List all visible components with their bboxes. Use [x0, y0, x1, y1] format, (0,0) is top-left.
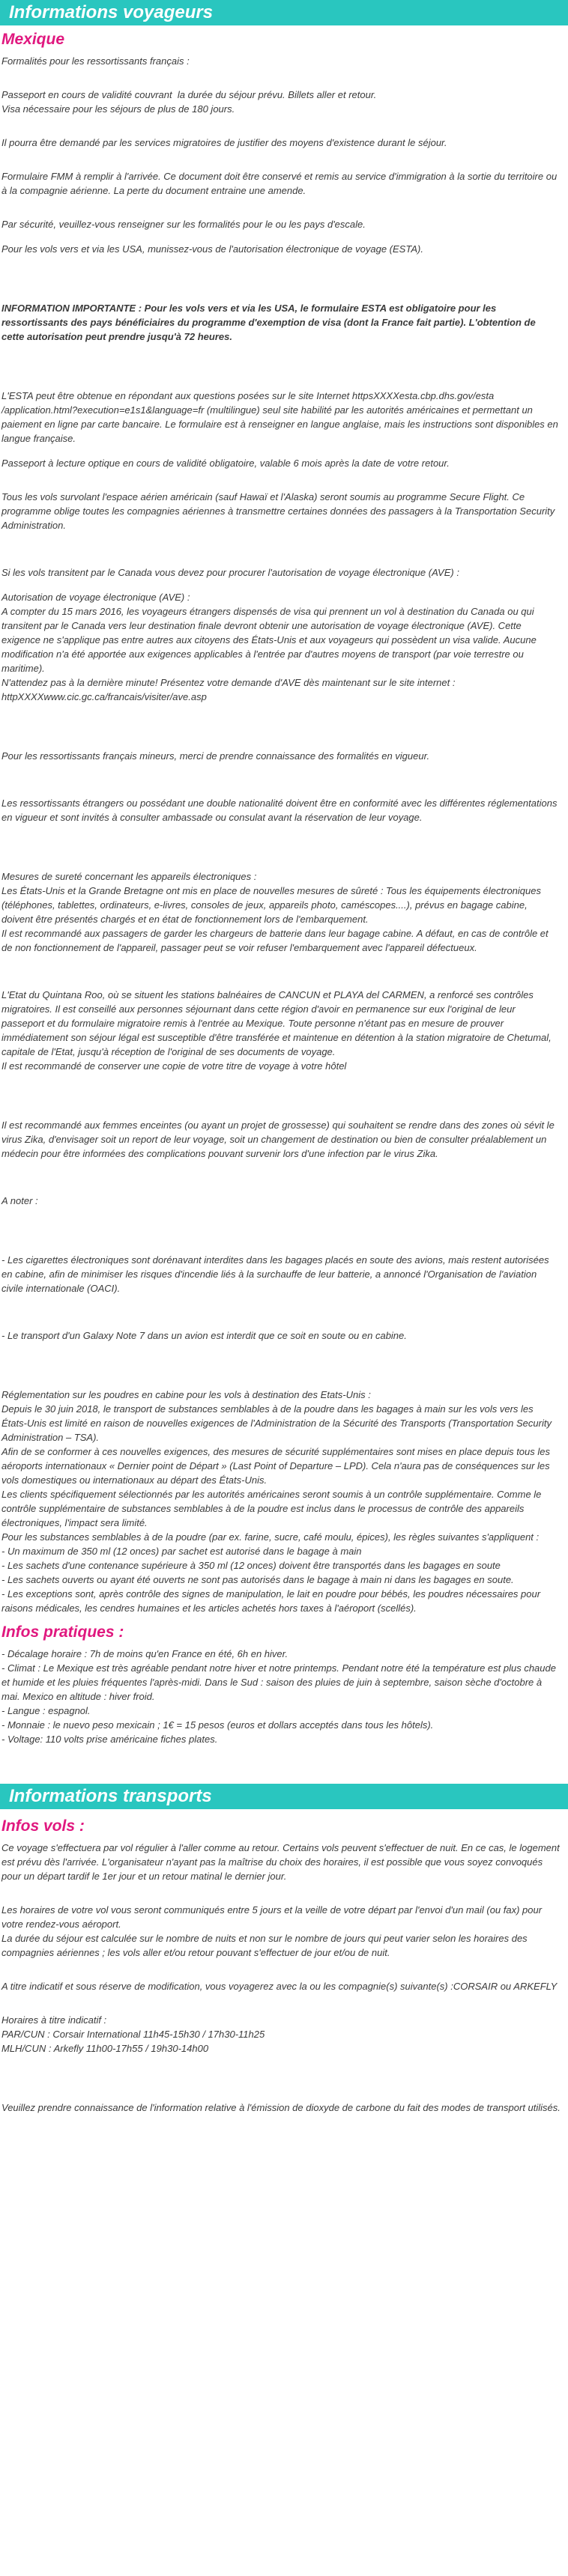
esta-important-paragraph: INFORMATION IMPORTANTE : Pour les vols vers et via les USA, le formulaire ESTA est obligatoire pour les ressortissants des pays bénéficiaires du programme d'exemption de visa (dont la France fait partie). L'obtention de cette autorisation peut prendre jusqu'à 72 heures.: [1, 303, 539, 342]
foreign-nationals-paragraph: Les ressortissants étrangers ou possédant une double nationalité doivent être en conformité avec les différentes réglementations en vigueur et sont invités à consulter ambassade ou consulat avant la réservation de leur voyage.: [1, 798, 561, 823]
ecigarettes-paragraph: - Les cigarettes électroniques sont dorénavant interdites dans les bagages placés en soute des avions, mais restent autorisées en cabine, afin de minimiser les risques d'incendie liés à la surchauffe de leur batterie, a annoncé l'Organisation de l'aviation civile internationale (OACI).: [1, 1254, 552, 1294]
regular-flight-paragraph: Ce voyage s'effectuera par vol régulier à l'aller comme au retour. Certains vols peuvent s'effectuer de nuit. En ce cas, le logement est prévu dès l'arrivée. L'organisateur n'ayant pas la maîtrise du choix des horaires, il est possible que vous soyez convoqués pour un départ tardif le 1er jour et un retour matinal le dernier jour.: [1, 1842, 563, 1882]
flights-info-title: Infos vols :: [1, 1817, 85, 1835]
fmm-paragraph: Formulaire FMM à remplir à l'arrivée. Ce document doit être conservé et remis au service d'immigration à la sortie du territoire ou à la compagnie aérienne. La perte du document entraine une amende.: [1, 171, 560, 196]
transport-info-band: Informations transports: [0, 1784, 568, 1809]
country-title: Mexique: [1, 31, 65, 48]
transport-info-section: [0, 1809, 568, 2115]
stopover-paragraph: Par sécurité, veuillez-vous renseigner sur les formalités pour le ou les pays d'escale.: [1, 219, 366, 230]
travelers-info-band: Informations voyageurs: [0, 0, 568, 25]
practical-info-title: Infos pratiques :: [1, 1623, 124, 1641]
travelers-info-section: [0, 25, 568, 1746]
powders-paragraph: Réglementation sur les poudres en cabine pour les vols à destination des Etats-Unis : Depuis le 30 juin 2018, le transport de substances semblables à de la poudre dans les bagages à main sur les vols vers les États-Unis est limité en raison de nouvelles exigences de l'Administration de la Sécurité des Transports (Transportation Security Administration – TSA). Afin de se conformer à ces nouvelles exigences, des mesures de sécurité supplémentaires sont mises en place depuis tous les aéroports internationaux « Dernier point de Départ » (Last Point of Departure – LPD). Cela n'aura pas de conséquences sur les vols domestiques ou internationaux au départ des États-Unis. Les clients spécifiquement sélectionnés par les autorités américaines seront soumis à un contrôle supplémentaire. Comme le contrôle supplémentaire de substances semblables à de la poudre est inclus dans le processus de contrôle des appareils électroniques, l'impact sera limité. Pour les substances semblables à de la poudre (par ex. farine, sucre, café moulu, épices), les règles suivantes s'appliquent : - Un maximum de 350 ml (12 onces) par sachet est autorisé dans le bagage à main - Les sachets d'une contenance supérieure à 350 ml (12 onces) doivent être transportés dans les bagages en soute - Les sachets ouverts ou ayant été ouverts ne sont pas autorisés dans le bagage à main ni dans les bagages en soute. - Les exceptions sont, après contrôle des signes de manipulation, le lait en poudre pour bébés, les poudres nécessaires pour raisons médicales, les cendres humaines et les articles achetés hors taxes à l'aéroport (scellés).: [1, 1389, 552, 1614]
canada-transit-paragraph: Si les vols transitent par le Canada vous devez pour procurer l'autorisation de voyage électronique (AVE) :: [1, 567, 459, 578]
zika-paragraph: Il est recommandé aux femmes enceintes (ou ayant un projet de grossesse) qui souhaitent se rendre dans des zones où sévit le virus Zika, d'envisager soit un report de leur voyage, soit un changement de destination ou bien de consulter préalablement un médecin pour être informées des complications pouvant survenir lors d'une infection par le virus Zika.: [1, 1120, 558, 1159]
optical-passport-paragraph: Passeport à lecture optique en cours de validité obligatoire, valable 6 mois après la date de votre retour.: [1, 458, 450, 469]
schedule-paragraph: Les horaires de votre vol vous seront communiqués entre 5 jours et la veille de votre départ par l'envoi d'un mail (ou fax) pour votre rendez-vous aéroport. La durée du séjour est calculée sur le nombre de nuits et non sur le nombre de jours qui peut varier selon les horaires des compagnies aériennes ; les vols aller et/ou retour pouvant s'effectuer de jour et/ou de nuit.: [1, 1904, 543, 1958]
note-label: A noter :: [1, 1195, 38, 1206]
esta-paragraph: Pour les vols vers et via les USA, munissez-vous de l'autorisation électronique de voyage (ESTA).: [1, 243, 423, 255]
minors-paragraph: Pour les ressortissants français mineurs, merci de prendre connaissance des formalités en vigueur.: [1, 750, 430, 762]
practical-info-paragraph: - Décalage horaire : 7h de moins qu'en France en été, 6h en hiver. - Climat : Le Mexique est très agréable pendant notre hiver et notre printemps. Pendant notre été la température est plus chaude et humide et les pluies fréquentes l'après-midi. Dans le Sud : saison des pluies de juin à septembre, saison sèche d'octobre à mai. Mexico en altitude : hiver froid. - Langue : espagnol. - Monnaie : le nuevo peso mexicain ; 1€ = 15 pesos (euros et dollars acceptés dans tous les hôtels). - Voltage: 110 volts prise américaine fiches plates.: [1, 1648, 556, 1745]
esta-site-paragraph: L'ESTA peut être obtenue en répondant aux questions posées sur le site Internet httpsXXXXesta.cbp.dhs.gov/esta /application.html?execution=e1s1&language=fr (multilingue) seul site habilité par les autorités américaines et permettant un paiement en ligne par carte bancaire. Le formulaire est à renseigner en langue anglaise, mais les instructions sont disponibles en langue française.: [1, 390, 561, 444]
indicative-schedule-paragraph: Horaires à titre indicatif : PAR/CUN : Corsair International 11h45-15h30 / 17h30-11h25 MLH/CUN : Arkefly 11h00-17h55 / 19h30-14h00: [1, 2014, 265, 2054]
quintana-roo-paragraph: L'Etat du Quintana Roo, où se situent les stations balnéaires de CANCUN et PLAYA del CARMEN, a renforcé ses contrôles migratoires. Il est conseillé aux personnes séjournant dans cette région d'avoir en permanence sur eux l'original de leur passeport et du formulaire migratoire remis à l'entrée au Mexique. Toute personne n'étant pas en mesure de prouver immédiatement son séjour légal est susceptible d'être transférée et maintenue en détention à la station migratoire de Chetumal, capitale de l'Etat, jusqu'à réception de l'original de ses documents de voyage. Il est recommandé de conserver une copie de votre titre de voyage à votre hôtel: [1, 989, 552, 1072]
secure-flight-paragraph: Tous les vols survolant l'espace aérien américain (sauf Hawaï et l'Alaska) seront soumis au programme Secure Flight. Ce programme oblige toutes les compagnies aériennes à transmettre certaines données des passagers à la Transportation Security Administration.: [1, 491, 558, 531]
galaxy-note-paragraph: - Le transport d'un Galaxy Note 7 dans un avion est interdit que ce soit en soute ou en cabine.: [1, 1330, 407, 1341]
co2-paragraph: Veuillez prendre connaissance de l'information relative à l'émission de dioxyde de carbone du fait des modes de transport utilisés.: [1, 2102, 561, 2113]
electronics-paragraph: Mesures de sureté concernant les appareils électroniques : Les États-Unis et la Grande Bretagne ont mis en place de nouvelles mesures de sûreté : Tous les équipements électroniques (téléphones, tablettes, ordinateurs, e-livres, consoles de jeux, appareils photo, caméscopes....), prévus en bagage cabine, doivent être présentés chargés et en état de fonctionnement lors de l'embarquement. Il est recommandé aux passagers de garder les chargeurs de batterie dans leur bagage cabine. A défaut, en cas de contrôle et de non fonctionnement de l'appareil, passager peut se voir refuser l'embarquement avec l'appareil défectueux.: [1, 871, 549, 953]
ave-paragraph: Autorisation de voyage électronique (AVE) : A compter du 15 mars 2016, les voyageurs étrangers dispensés de visa qui prennent un vol à destination du Canada ou qui transitent par le Canada vers leur destination finale devront obtenir une autorisation de voyage électronique (AVE). Cette exigence ne s'applique pas entre autres aux citoyens des États-Unis et aux voyageurs qui possèdent un visa valide. Aucune modification n'a été apportée aux exigences applicables à l'entrée par d'autres moyens de transport (par voie terrestre ou maritime). N'attendez pas à la dernière minute! Présentez votre demande d'AVE dès maintenant sur le site internet : httpXXXXwww.cic.gc.ca/francais/visiter/ave.asp: [1, 592, 537, 702]
means-paragraph: Il pourra être demandé par les services migratoires de justifier des moyens d'existence durant le séjour.: [1, 137, 447, 148]
airlines-paragraph: A titre indicatif et sous réserve de modification, vous voyagerez avec la ou les compagnie(s) suivante(s) :CORSAIR ou ARKEFLY: [1, 1981, 558, 1992]
formalities-intro: Formalités pour les ressortissants français :: [1, 55, 190, 67]
passport-paragraph: Passeport en cours de validité couvrant la durée du séjour prévu. Billets aller et retour. Visa nécessaire pour les séjours de plus de 180 jours.: [1, 89, 377, 115]
